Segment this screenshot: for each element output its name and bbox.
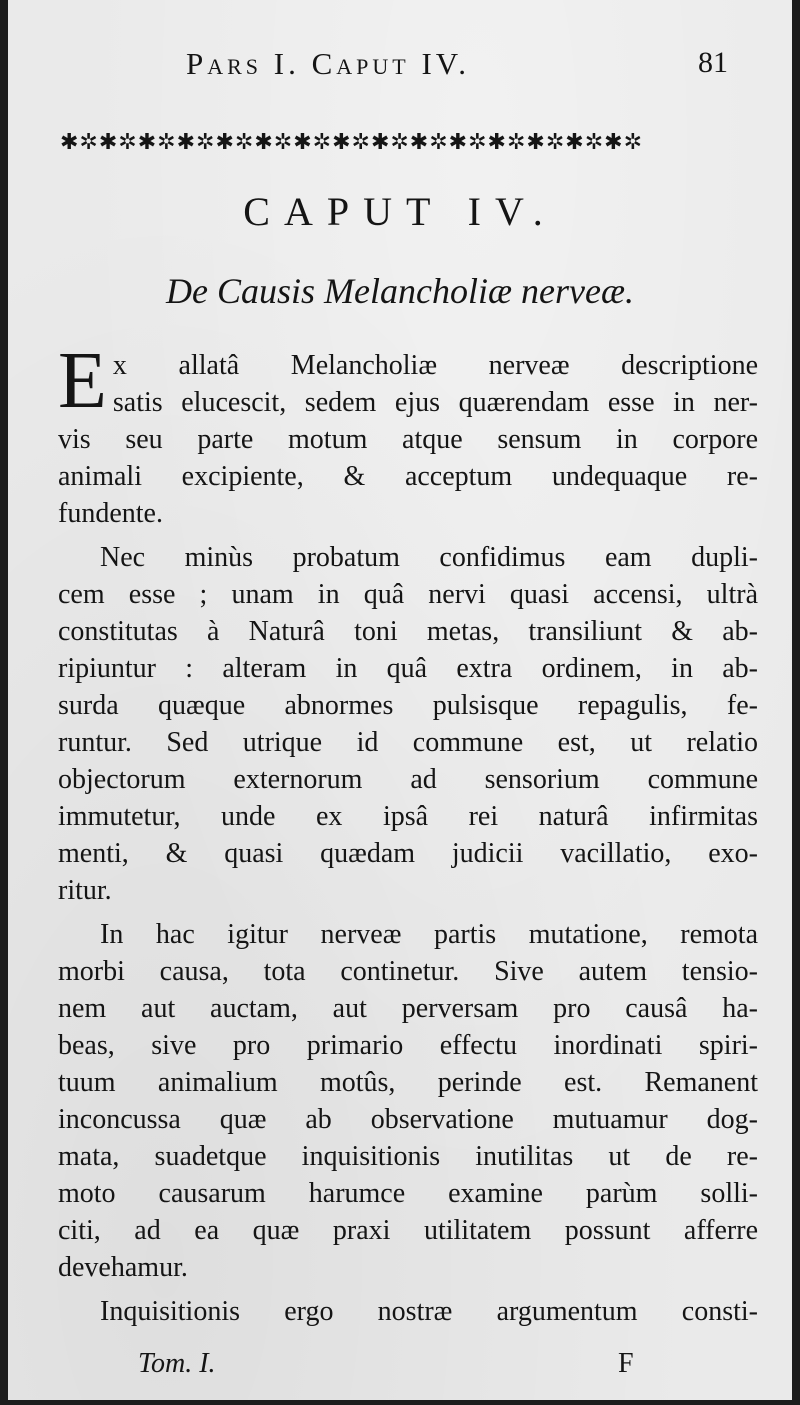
text-line: citi, ad ea quæ praxi utilitatem possunt afferre <box>58 1215 758 1246</box>
text-line: menti, & quasi quædam judicii vacillatio, exo- <box>58 838 758 869</box>
book-page <box>8 0 792 1400</box>
text-line: mata, suadetque inquisitionis inutilitas ut de re- <box>58 1141 758 1172</box>
gathering-signature: F <box>618 1348 634 1379</box>
signature-line <box>8 1348 792 1388</box>
text-line: objectorum externorum ad sensorium commune <box>58 764 758 795</box>
body-text <box>58 337 758 1330</box>
text-line: surda quæque abnormes pulsisque repagulis, fe- <box>58 690 758 721</box>
text-line: ripiuntur : alteram in quâ extra ordinem, in ab- <box>58 653 758 684</box>
text-line: nem aut auctam, aut perversam pro causâ ha- <box>58 993 758 1024</box>
chapter-subtitle: De Causis Melancholiæ nerveæ. <box>166 271 634 311</box>
text-line: animali excipiente, & acceptum undequaque re- <box>58 461 758 492</box>
text-line: cem esse ; unam in quâ nervi quasi accensi, ultrà <box>58 579 758 610</box>
ornament-rule: ✱✲✱✲✱✲✱✲✱✲✱✲✱✲✱✲✱✲✱✲✱✲✱✲✱✲✱✲✱✲ <box>60 130 644 154</box>
text-line: fundente. <box>58 498 163 529</box>
text-line: beas, sive pro primario effectu inordinati spiri- <box>58 1030 758 1061</box>
text-line: x allatâ Melancholiæ nerveæ descriptione <box>112 350 758 381</box>
running-head <box>8 40 792 80</box>
page-number: 81 <box>698 46 728 79</box>
text-line: inconcussa quæ ab observatione mutuamur dog- <box>58 1104 758 1135</box>
drop-cap: E <box>58 337 107 425</box>
volume-signature: Tom. I. <box>138 1348 216 1379</box>
running-title: Pars I. Caput IV. <box>186 46 470 81</box>
text-line: tuum animalium motûs, perinde est. Remanent <box>58 1067 758 1098</box>
text-line: Nec minùs probatum confidimus eam dupli- <box>100 542 758 573</box>
text-line: vis seu parte motum atque sensum in corpore <box>58 424 758 455</box>
text-line: In hac igitur nerveæ partis mutatione, remota <box>100 919 758 950</box>
text-line: satis elucescit, sedem ejus quærendam esse in ner- <box>112 387 758 418</box>
text-line: ritur. <box>58 875 112 906</box>
text-line: devehamur. <box>58 1252 188 1283</box>
text-line: runtur. Sed utrique id commune est, ut relatio <box>58 727 758 758</box>
text-line: constitutas à Naturâ toni metas, transiliunt & ab- <box>58 616 758 647</box>
text-line: Inquisitionis ergo nostræ argumentum consti- <box>100 1296 758 1327</box>
chapter-title: CAPUT IV. <box>243 189 557 234</box>
text-line: moto causarum harumce examine parùm solli- <box>58 1178 758 1209</box>
text-line: immutetur, unde ex ipsâ rei naturâ infirmitas <box>58 801 758 832</box>
text-line: morbi causa, tota continetur. Sive autem tensio- <box>58 956 758 987</box>
